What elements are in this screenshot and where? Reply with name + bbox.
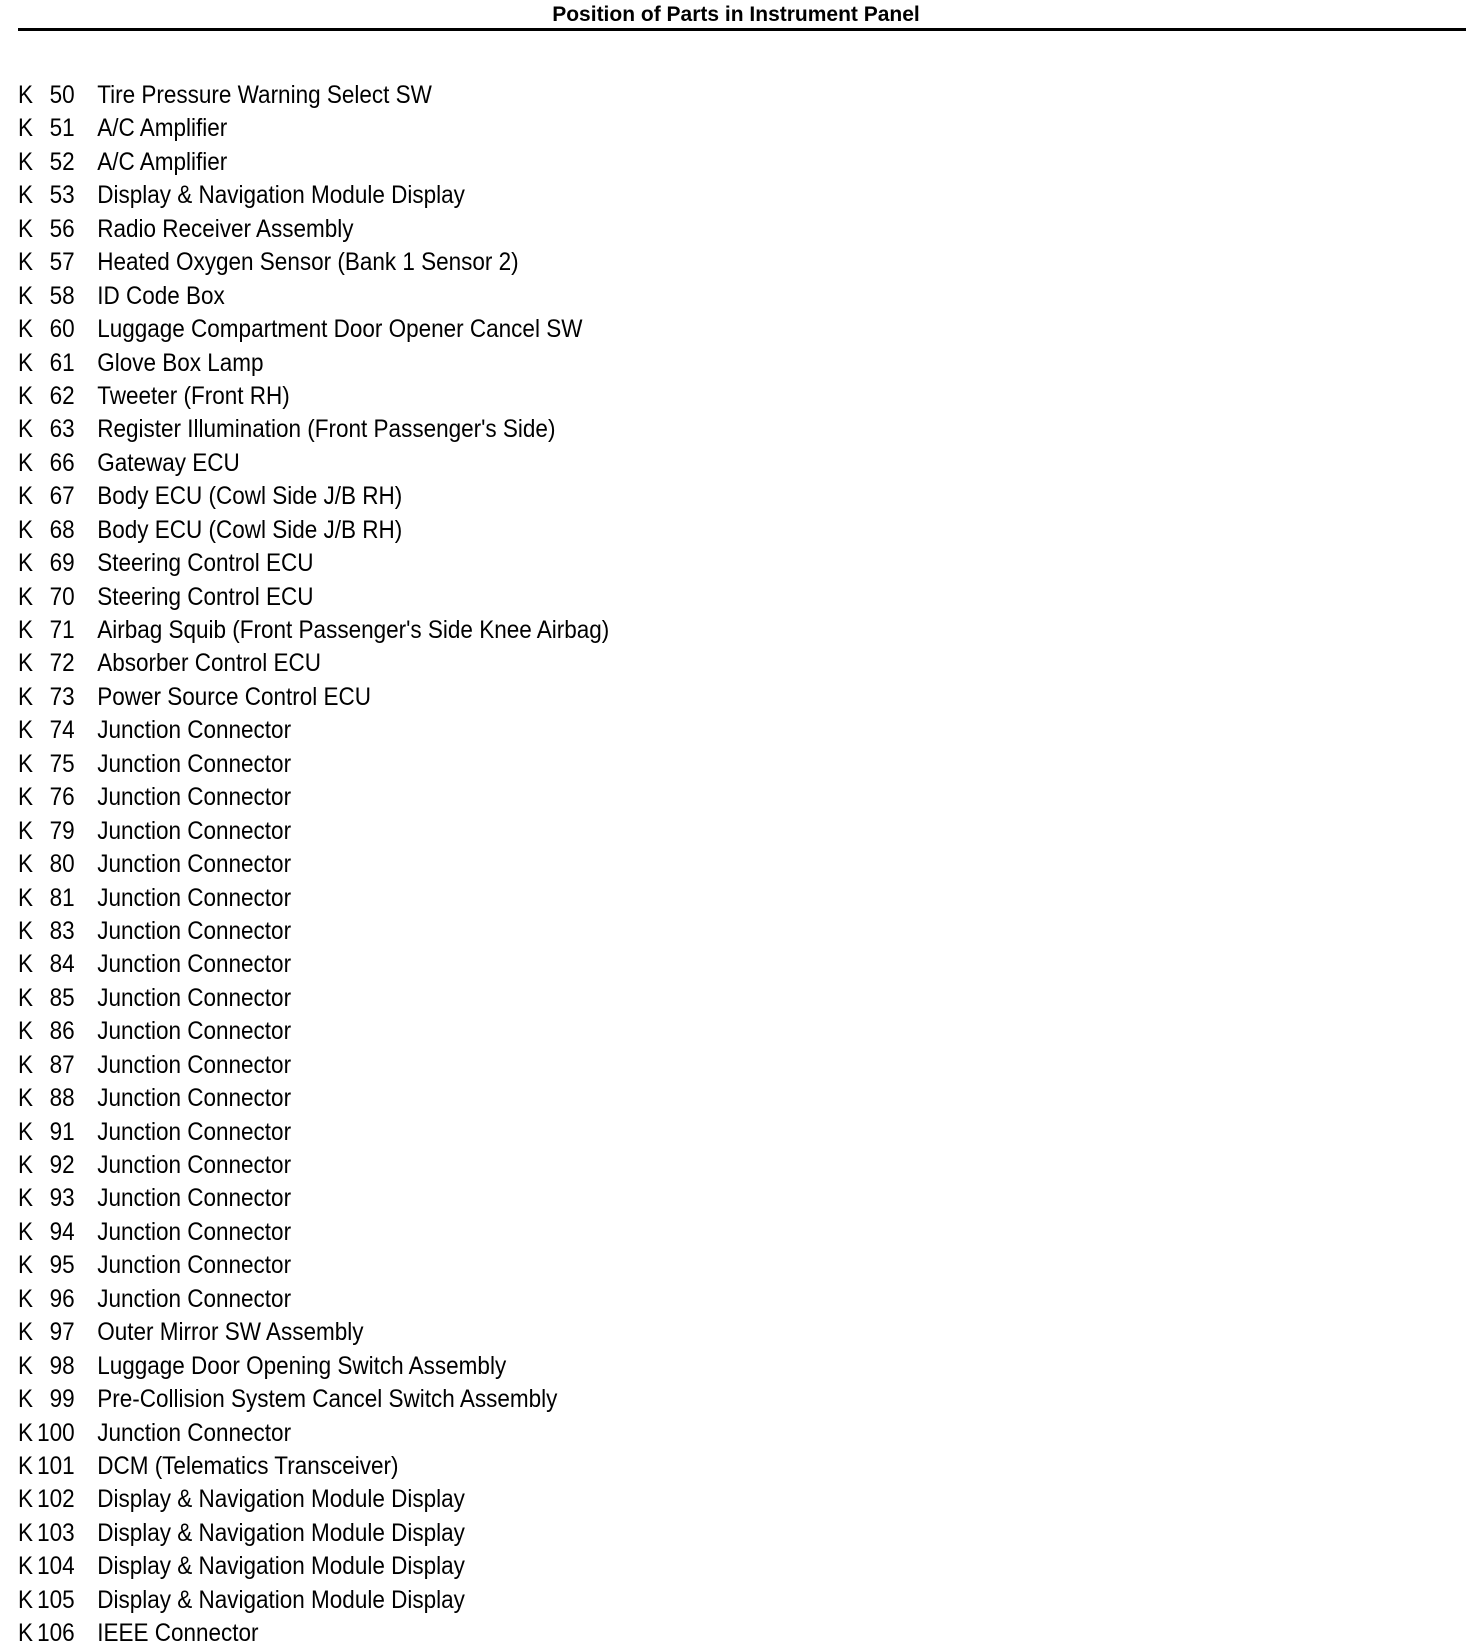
- part-row: [18, 413, 918, 446]
- part-number: 57: [49, 248, 75, 277]
- part-number: 86: [49, 1017, 75, 1046]
- part-prefix: K: [18, 348, 34, 377]
- part-name: Heated Oxygen Sensor (Bank 1 Sensor 2): [97, 248, 519, 277]
- part-name: A/C Amplifier: [97, 114, 228, 143]
- part-name: Junction Connector: [97, 883, 292, 912]
- part-prefix: K: [18, 214, 34, 243]
- part-row: [18, 614, 918, 647]
- part-prefix: K: [18, 1017, 34, 1046]
- part-row: [18, 1049, 918, 1082]
- part-name: Junction Connector: [97, 1017, 292, 1046]
- part-number: 84: [49, 950, 75, 979]
- part-number: 96: [49, 1284, 75, 1313]
- part-row: [18, 179, 918, 212]
- part-number: 95: [49, 1251, 75, 1280]
- part-number: 56: [49, 214, 75, 243]
- part-prefix: K: [18, 1284, 34, 1313]
- part-row: [18, 447, 918, 480]
- part-prefix: K: [18, 950, 34, 979]
- part-row: [18, 647, 918, 680]
- part-number: 80: [49, 850, 75, 879]
- part-name: Junction Connector: [97, 1084, 292, 1113]
- part-name: Junction Connector: [97, 1217, 292, 1246]
- part-number: 51: [49, 114, 75, 143]
- part-number: 100: [37, 1418, 75, 1447]
- part-prefix: K: [18, 749, 34, 778]
- part-number: 66: [49, 448, 75, 477]
- part-row: [18, 882, 918, 915]
- part-number: 76: [49, 783, 75, 812]
- part-prefix: K: [18, 415, 34, 444]
- part-name: Junction Connector: [97, 916, 292, 945]
- part-name: Register Illumination (Front Passenger's Side): [97, 415, 556, 444]
- part-number: 60: [49, 315, 75, 344]
- part-number: 50: [49, 81, 75, 109]
- part-prefix: K: [18, 883, 34, 912]
- part-prefix: K: [18, 649, 34, 678]
- part-row: [18, 1450, 918, 1483]
- part-prefix: K: [18, 1084, 34, 1113]
- part-name: Junction Connector: [97, 1418, 292, 1447]
- part-number: 97: [49, 1318, 75, 1347]
- part-prefix: K: [18, 515, 34, 544]
- part-row: [18, 1015, 918, 1048]
- part-number: 72: [49, 649, 75, 678]
- part-name: Luggage Door Opening Switch Assembly: [97, 1351, 507, 1380]
- part-name: Junction Connector: [97, 1251, 292, 1280]
- part-name: Pre-Collision System Cancel Switch Assembly: [97, 1385, 558, 1414]
- part-prefix: K: [18, 181, 34, 210]
- part-number: 53: [49, 181, 75, 210]
- part-name: Gateway ECU: [97, 448, 240, 477]
- part-number: 63: [49, 415, 75, 444]
- part-name: Outer Mirror SW Assembly: [97, 1318, 364, 1347]
- part-row: [18, 1283, 918, 1316]
- part-prefix: K: [18, 916, 34, 945]
- part-row: [18, 1082, 918, 1115]
- part-name: Junction Connector: [97, 1184, 292, 1213]
- part-row: [18, 1584, 918, 1617]
- part-prefix: K: [18, 983, 34, 1012]
- part-number: 75: [49, 749, 75, 778]
- part-prefix: K: [18, 682, 34, 711]
- part-row: [18, 1383, 918, 1416]
- part-prefix: K: [18, 582, 34, 611]
- part-number: 87: [49, 1050, 75, 1079]
- part-name: Luggage Compartment Door Opener Cancel SW: [97, 315, 583, 344]
- part-name: Tire Pressure Warning Select SW: [97, 81, 432, 109]
- part-number: 93: [49, 1184, 75, 1213]
- part-number: 102: [37, 1485, 75, 1514]
- part-number: 73: [49, 682, 75, 711]
- part-row: [18, 1617, 918, 1650]
- part-prefix: K: [18, 1117, 34, 1146]
- part-prefix: K: [18, 549, 34, 578]
- part-name: Display & Navigation Module Display: [97, 1485, 465, 1514]
- part-number: 92: [49, 1151, 75, 1179]
- part-name: DCM (Telematics Transceiver): [97, 1451, 399, 1480]
- part-row: [18, 146, 918, 179]
- part-name: Body ECU (Cowl Side J/B RH): [97, 515, 403, 544]
- part-row: [18, 982, 918, 1015]
- part-row: [18, 1316, 918, 1349]
- part-prefix: K: [18, 381, 34, 410]
- part-row: [18, 915, 918, 948]
- part-prefix: K: [18, 1619, 34, 1648]
- part-row: [18, 815, 918, 848]
- part-prefix: K: [18, 147, 34, 176]
- part-number: 83: [49, 916, 75, 945]
- part-row: [18, 681, 918, 714]
- part-prefix: K: [18, 1151, 34, 1179]
- part-name: Junction Connector: [97, 1284, 292, 1313]
- part-name: Power Source Control ECU: [97, 682, 372, 711]
- part-name: Steering Control ECU: [97, 549, 314, 578]
- part-name: Display & Navigation Module Display: [97, 181, 465, 210]
- part-number: 70: [49, 582, 75, 611]
- part-name: Junction Connector: [97, 850, 292, 879]
- part-prefix: K: [18, 1451, 34, 1480]
- part-number: 68: [49, 515, 75, 544]
- part-name: Junction Connector: [97, 783, 292, 812]
- part-prefix: K: [18, 1318, 34, 1347]
- part-row: [18, 1483, 918, 1516]
- part-number: 99: [49, 1385, 75, 1414]
- part-prefix: K: [18, 81, 34, 109]
- part-row: [18, 213, 918, 246]
- part-name: A/C Amplifier: [97, 147, 228, 176]
- part-number: 88: [49, 1084, 75, 1113]
- part-row: [18, 280, 918, 313]
- part-number: 85: [49, 983, 75, 1012]
- part-name: IEEE Connector: [97, 1619, 259, 1648]
- part-prefix: K: [18, 1251, 34, 1280]
- part-name: Airbag Squib (Front Passenger's Side Knee Airbag): [97, 616, 610, 644]
- part-name: Display & Navigation Module Display: [97, 1518, 465, 1547]
- part-prefix: K: [18, 1552, 34, 1581]
- part-name: Display & Navigation Module Display: [97, 1585, 465, 1614]
- page-title: Position of Parts in Instrument Panel: [552, 3, 920, 26]
- part-row: [18, 246, 918, 279]
- part-row: [18, 1216, 918, 1249]
- part-number: 106: [37, 1619, 75, 1648]
- part-number: 91: [49, 1117, 75, 1146]
- part-number: 98: [49, 1351, 75, 1380]
- part-prefix: K: [18, 114, 34, 143]
- part-name: Junction Connector: [97, 716, 292, 745]
- part-number: 69: [49, 549, 75, 578]
- part-prefix: K: [18, 783, 34, 812]
- part-prefix: K: [18, 716, 34, 745]
- part-number: 101: [37, 1451, 75, 1480]
- part-row: [18, 1417, 918, 1450]
- part-prefix: K: [18, 1217, 34, 1246]
- part-number: 94: [49, 1217, 75, 1246]
- part-row: [18, 1182, 918, 1215]
- part-name: Steering Control ECU: [97, 582, 314, 611]
- part-prefix: K: [18, 850, 34, 879]
- part-number: 71: [49, 616, 75, 644]
- part-number: 62: [49, 381, 75, 410]
- part-prefix: K: [18, 1050, 34, 1079]
- part-prefix: K: [18, 281, 34, 310]
- part-prefix: K: [18, 1518, 34, 1547]
- part-number: 103: [37, 1518, 75, 1547]
- part-prefix: K: [18, 1184, 34, 1213]
- part-name: Junction Connector: [97, 1050, 292, 1079]
- part-row: [18, 948, 918, 981]
- part-name: Junction Connector: [97, 983, 292, 1012]
- part-row: [18, 1350, 918, 1383]
- part-row: [18, 1517, 918, 1550]
- part-name: Body ECU (Cowl Side J/B RH): [97, 482, 403, 511]
- part-row: [18, 79, 918, 112]
- part-row: [18, 514, 918, 547]
- part-row: [18, 1149, 918, 1182]
- part-name: Display & Navigation Module Display: [97, 1552, 465, 1581]
- part-row: [18, 781, 918, 814]
- part-name: Glove Box Lamp: [97, 348, 264, 377]
- part-number: 104: [37, 1552, 75, 1581]
- part-row: [18, 380, 918, 413]
- part-number: 105: [37, 1585, 75, 1614]
- part-row: [18, 1116, 918, 1149]
- part-prefix: K: [18, 1418, 34, 1447]
- part-name: ID Code Box: [97, 281, 225, 310]
- title-divider: [18, 28, 1466, 31]
- part-number: 58: [49, 281, 75, 310]
- part-name: Junction Connector: [97, 816, 292, 845]
- part-row: [18, 848, 918, 881]
- part-number: 67: [49, 482, 75, 511]
- part-row: [18, 1249, 918, 1282]
- parts-list: [18, 79, 1018, 1651]
- part-name: Tweeter (Front RH): [97, 381, 290, 410]
- part-row: [18, 313, 918, 346]
- part-prefix: K: [18, 248, 34, 277]
- part-number: 81: [49, 883, 75, 912]
- part-row: [18, 714, 918, 747]
- part-prefix: K: [18, 616, 34, 644]
- part-name: Junction Connector: [97, 1117, 292, 1146]
- part-prefix: K: [18, 816, 34, 845]
- part-name: Radio Receiver Assembly: [97, 214, 354, 243]
- part-name: Junction Connector: [97, 950, 292, 979]
- part-row: [18, 112, 918, 145]
- part-prefix: K: [18, 1585, 34, 1614]
- part-row: [18, 748, 918, 781]
- part-name: Junction Connector: [97, 749, 292, 778]
- part-prefix: K: [18, 482, 34, 511]
- part-prefix: K: [18, 448, 34, 477]
- part-prefix: K: [18, 1385, 34, 1414]
- part-row: [18, 1550, 918, 1583]
- part-number: 61: [49, 348, 75, 377]
- part-row: [18, 347, 918, 380]
- part-prefix: K: [18, 1351, 34, 1380]
- part-row: [18, 480, 918, 513]
- part-name: Absorber Control ECU: [97, 649, 322, 678]
- part-prefix: K: [18, 1485, 34, 1514]
- part-number: 74: [49, 716, 75, 745]
- part-prefix: K: [18, 315, 34, 344]
- part-number: 79: [49, 816, 75, 845]
- part-row: [18, 547, 918, 580]
- part-name: Junction Connector: [97, 1151, 292, 1179]
- part-row: [18, 581, 918, 614]
- part-number: 52: [49, 147, 75, 176]
